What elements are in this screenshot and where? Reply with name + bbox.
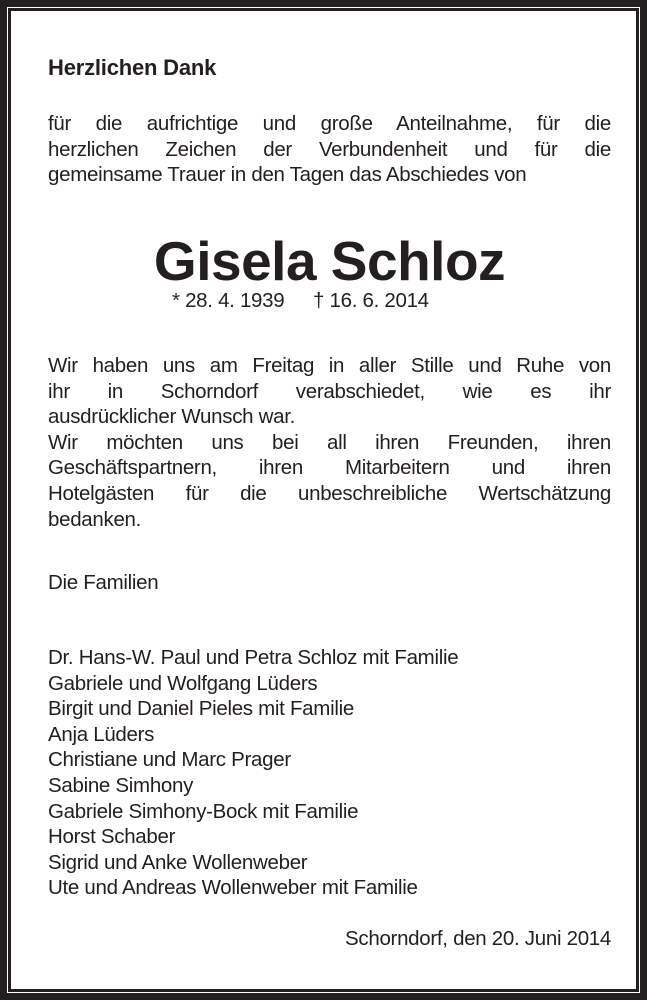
family-list-item: Ute und Andreas Wollenweber mit Familie — [48, 876, 418, 900]
family-list-item: Gabriele und Wolfgang Lüders — [48, 671, 318, 695]
families-label: Die Familien — [48, 571, 159, 594]
message-line: ausdrücklicher Wunsch war. — [48, 405, 296, 429]
message-line: bedanken. — [48, 507, 142, 531]
family-list-item: Christiane und Marc Prager — [48, 748, 291, 772]
intro-line: herzlichen Zeichen der Verbundenheit und für die — [48, 137, 611, 161]
family-list-item: Horst Schaber — [48, 825, 176, 849]
death-date: † 16. 6. 2014 — [313, 289, 429, 312]
family-list-item: Sabine Simhony — [48, 773, 194, 797]
notice-heading: Herzlichen Dank — [48, 55, 217, 80]
message-line: Wir haben uns am Freitag in aller Stille und Ruhe von — [48, 354, 611, 377]
message-paragraph — [48, 353, 611, 532]
family-list — [48, 645, 458, 901]
intro-paragraph — [48, 111, 611, 188]
intro-line: für die aufrichtige und große Anteilnahme, für die — [48, 112, 611, 135]
family-list-item: Anja Lüders — [48, 722, 155, 746]
intro-line: gemeinsame Trauer in den Tagen das Abschiedes von — [48, 163, 527, 187]
closing-place-date: Schorndorf, den 20. Juni 2014 — [345, 927, 611, 950]
message-line: Wir möchten uns bei all ihren Freunden, ihren — [48, 430, 611, 454]
family-list-item: Sigrid und Anke Wollenweber — [48, 850, 308, 874]
message-line: Geschäftspartnern, ihren Mitarbeitern und ihren — [48, 456, 611, 480]
family-list-item: Birgit und Daniel Pieles mit Familie — [48, 697, 354, 721]
obituary-card — [11, 11, 636, 989]
message-line: ihr in Schorndorf verabschiedet, wie es ihr — [48, 379, 611, 403]
deceased-name: Gisela Schloz — [153, 230, 506, 292]
family-list-item: Dr. Hans-W. Paul und Petra Schloz mit Familie — [48, 646, 459, 669]
message-line: Hotelgästen für die unbeschreibliche Wertschätzung — [48, 481, 611, 505]
birth-date: * 28. 4. 1939 — [172, 289, 285, 312]
family-list-item: Gabriele Simhony-Bock mit Familie — [48, 799, 359, 823]
